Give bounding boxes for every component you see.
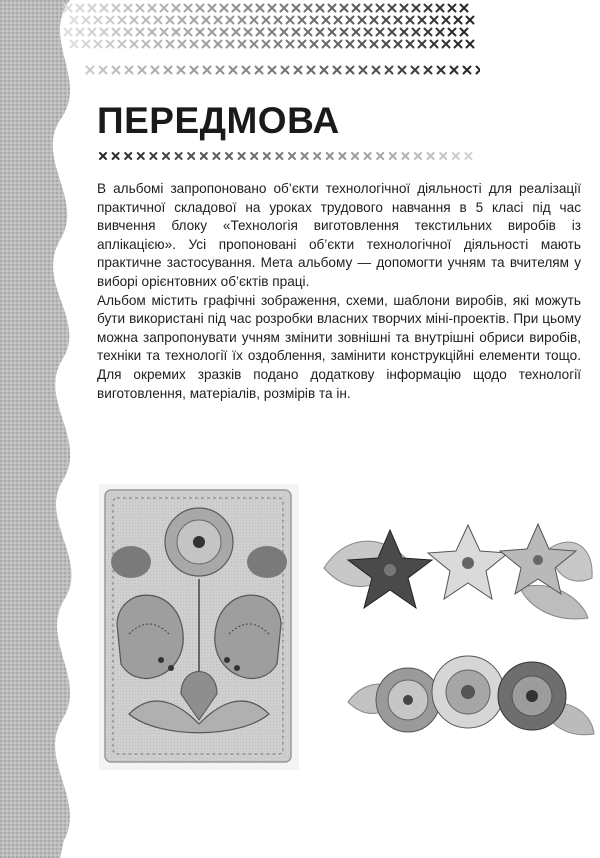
preface-text [97, 180, 581, 403]
felt-flowers-image [320, 508, 596, 628]
book-cover-image [99, 484, 299, 770]
felt-brooches-image [346, 646, 596, 748]
page-title: ПЕРЕДМОВА [97, 100, 340, 141]
cross-stitch-pattern-decoration [60, 0, 480, 80]
paragraph-2: Альбом містить графічні зображення, схеми, шаблони виробів, які можуть бути використані під час розробки власних творчих міні-проектів. При цьому можна запропонувати учням змінити зовнішні та внутрішні обриси виробів, техніки та технології їх оздоблення, замінити конструкційні елементи тощо. Для окремих зразків подано додаткову інформацію щодо технології виготовлення, матеріалів, розмірів та ін. [97, 292, 581, 401]
textile-border-decoration [0, 0, 95, 858]
cross-stitch-divider [97, 150, 477, 162]
paragraph-1: В альбомі запропоновано об’єкти технологічної діяльності для реалізації практичної складової на уроках трудового навчання в 5 класі під час вивчення блоку «Технологія виготовлення текстильних виробів із аплікацією». Усі пропоновані об’єкти технологічної діяльності мають практичне застосування. Мета альбому — допомогти учням та вчителям у виборі орієнтовних об’єктів праці. [97, 181, 581, 289]
